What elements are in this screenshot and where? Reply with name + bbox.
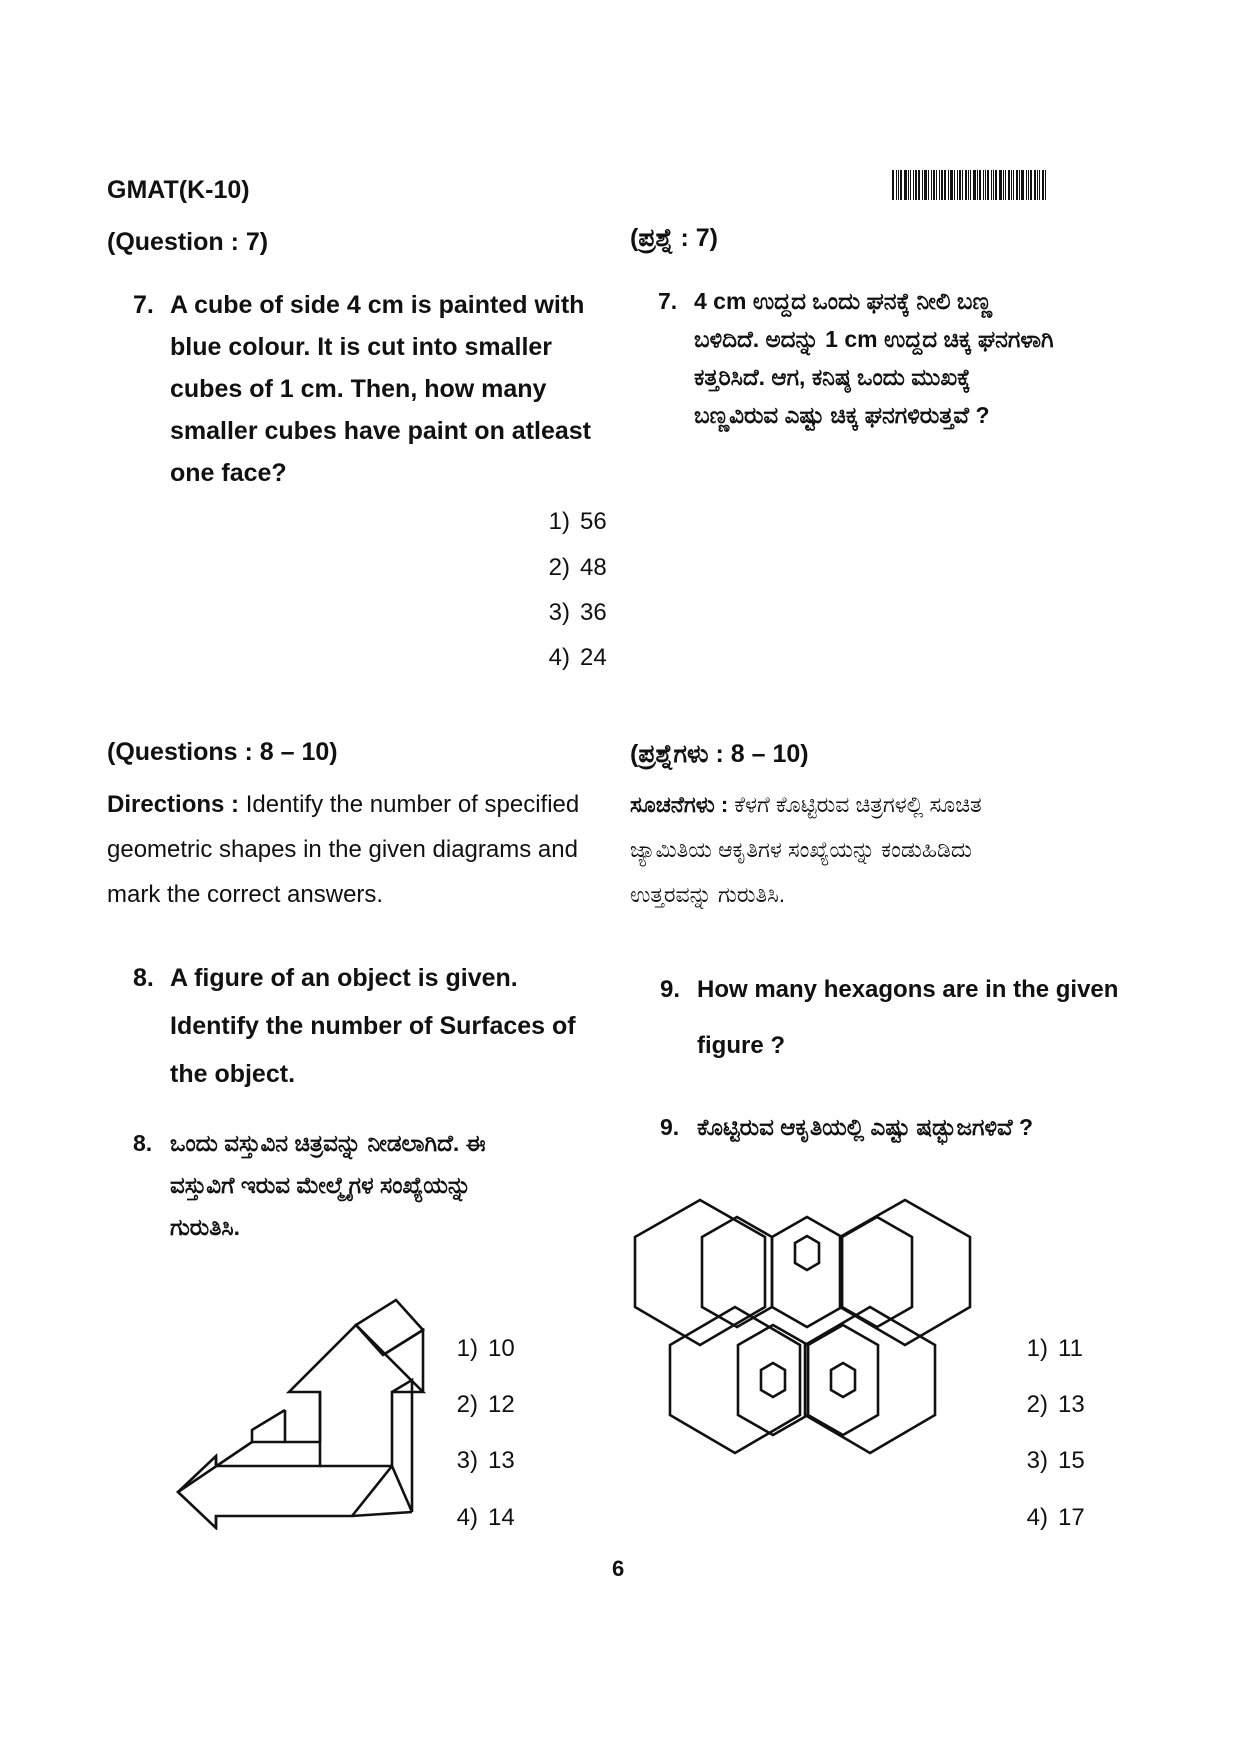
q7-option-3[interactable]: 3) 36 <box>548 599 607 626</box>
q7-kn-line: ಬಣ್ಣವಿರುವ ಎಷ್ಟು ಚಿಕ್ಕ ಘನಗಳಿರುತ್ತವೆ ? <box>694 402 990 428</box>
barcode-bar <box>993 170 994 200</box>
section-heading-en: (Questions : 8 – 10) <box>107 738 338 766</box>
barcode-bar <box>1030 170 1032 200</box>
barcode-bar <box>896 170 897 200</box>
barcode-bar <box>1045 170 1046 200</box>
q7-line: cubes of 1 cm. Then, how many <box>170 375 547 403</box>
directions-label-kn: ಸೂಚನೆಗಳು : <box>630 792 729 817</box>
barcode-bar <box>915 170 917 200</box>
q9-hexagon-figure <box>630 1195 990 1465</box>
barcode <box>892 170 1102 200</box>
q7-number-en: 7. <box>133 291 154 319</box>
q9-number-kn: 9. <box>660 1114 680 1140</box>
barcode-bar <box>904 170 907 200</box>
directions-label: Directions : <box>107 791 240 818</box>
barcode-bar <box>928 170 929 200</box>
barcode-bar <box>1016 170 1018 200</box>
barcode-bar <box>999 170 1002 200</box>
barcode-bar <box>1003 170 1004 200</box>
barcode-bar <box>1011 170 1012 200</box>
barcode-bar <box>995 170 997 200</box>
barcode-bar <box>913 170 914 200</box>
q7-question-kn <box>694 282 1134 434</box>
barcode-bar <box>924 170 927 200</box>
barcode-bar <box>957 170 958 200</box>
barcode-bar <box>965 170 967 200</box>
barcode-bar <box>979 170 981 200</box>
q9-option-4[interactable]: 4) 17 <box>1026 1504 1085 1531</box>
q7-line: blue colour. It is cut into smaller <box>170 333 553 361</box>
barcode-bar <box>948 170 949 200</box>
q7-kn-line: ಬಳಿದಿದೆ. ಅದನ್ನು 1 cm ಉದ್ದದ ಚಿಕ್ಕ ಘನಗಳಾಗಿ <box>694 326 1054 352</box>
q9-question-en: How many hexagons are in the given figure ? <box>697 976 1119 1059</box>
q9-option-1[interactable]: 1) 11 <box>1026 1335 1083 1362</box>
q8-number-en: 8. <box>133 964 154 992</box>
barcode-bar <box>922 170 923 200</box>
q7-heading-kn: (ಪ್ರಶ್ನೆ : 7) <box>630 224 718 252</box>
q8-question-kn: ಒಂದು ವಸ್ತುವಿನ ಚಿತ್ರವನ್ನು ನೀಡಲಾಗಿದೆ. ಈ ವಸ್ತುವಿಗೆ ಇರುವ ಮೇಲ್ಮೈಗಳ ಸಂಖ್ಯೆಯನ್ನು ಗುರುತಿಸಿ. <box>170 1130 486 1240</box>
exam-code: GMAT(K-10) <box>107 176 250 204</box>
barcode-bar <box>950 170 953 200</box>
barcode-bar <box>939 170 940 200</box>
barcode-bar <box>1005 170 1006 200</box>
barcode-bar <box>892 170 894 200</box>
barcode-bar <box>1028 170 1029 200</box>
directions-kn: ಸೂಚನೆಗಳು : ಕೆಳಗೆ ಕೊಟ್ಟಿರುವ ಚಿತ್ರಗಳಲ್ಲಿ ಸೂಚಿತ ಜ್ಯಾಮಿತಿಯ ಆಕೃತಿಗಳ ಸಂಖ್ಯೆಯನ್ನು ಕಂಡುಹಿಡಿದು ಉತ್ತರವನ್ನು ಗುರುತಿಸಿ. <box>630 792 982 907</box>
q7-number-kn: 7. <box>658 288 678 314</box>
barcode-bar <box>931 170 932 200</box>
barcode-bar <box>1039 170 1040 200</box>
barcode-bar <box>983 170 984 200</box>
barcode-bar <box>933 170 935 200</box>
q8-option-1[interactable]: 1) 10 <box>456 1335 515 1362</box>
q9-option-3[interactable]: 3) 15 <box>1026 1447 1085 1474</box>
q8-option-4[interactable]: 4) 14 <box>456 1504 515 1531</box>
q7-kn-line: 4 cm ಉದ್ದದ ಒಂದು ಘನಕ್ಕೆ ನೀಲಿ ಬಣ್ಣ <box>694 288 992 314</box>
q7-option-2[interactable]: 2) 48 <box>548 554 607 581</box>
page-number: 6 <box>612 1556 625 1581</box>
q8-object-figure <box>160 1280 460 1530</box>
q8-question-en: A figure of an object is given. Identify the number of Surfaces of the object. <box>170 964 576 1088</box>
barcode-bar <box>898 170 899 200</box>
q7-kn-line: ಕತ್ತರಿಸಿದೆ. ಆಗ, ಕನಿಷ್ಠ ಒಂದು ಮುಖಕ್ಕೆ <box>694 364 971 390</box>
barcode-bar <box>900 170 902 200</box>
q7-line: A cube of side 4 cm is painted with <box>170 291 585 319</box>
barcode-bar <box>959 170 961 200</box>
barcode-bar <box>962 170 963 200</box>
barcode-bar <box>968 170 969 200</box>
barcode-bar <box>985 170 986 200</box>
barcode-bar <box>987 170 989 200</box>
barcode-bar <box>1042 170 1044 200</box>
barcode-bar <box>910 170 911 200</box>
q8-number-kn: 8. <box>133 1130 153 1156</box>
barcode-bar <box>941 170 943 200</box>
barcode-bar <box>908 170 909 200</box>
barcode-bar <box>1019 170 1020 200</box>
barcode-bar <box>1021 170 1024 200</box>
q9-option-2[interactable]: 2) 13 <box>1026 1391 1085 1418</box>
barcode-bar <box>944 170 946 200</box>
barcode-bar <box>1013 170 1014 200</box>
q7-line: one face? <box>170 459 287 487</box>
barcode-bar <box>970 170 971 200</box>
barcode-bar <box>1026 170 1027 200</box>
barcode-bar <box>1037 170 1038 200</box>
q7-option-1[interactable]: 1) 56 <box>548 508 607 535</box>
q7-option-4[interactable]: 4) 24 <box>548 644 607 671</box>
directions-en: Directions : Identify the number of specified geometric shapes in the given diagrams and mark the correct answers. <box>107 791 580 908</box>
barcode-bar <box>1034 170 1036 200</box>
barcode-bar <box>973 170 976 200</box>
q7-line: smaller cubes have paint on atleast <box>170 417 591 445</box>
q9-number-en: 9. <box>660 976 681 1003</box>
barcode-bar <box>991 170 992 200</box>
barcode-bar <box>977 170 978 200</box>
barcode-bar <box>1008 170 1010 200</box>
barcode-bar <box>918 170 920 200</box>
barcode-bar <box>954 170 955 200</box>
q8-option-2[interactable]: 2) 12 <box>456 1391 515 1418</box>
q7-heading-en: (Question : 7) <box>107 228 269 256</box>
q8-option-3[interactable]: 3) 13 <box>456 1447 515 1474</box>
barcode-bar <box>936 170 937 200</box>
q7-question-en <box>170 284 610 494</box>
section-heading-kn: (ಪ್ರಶ್ನೆಗಳು : 8 – 10) <box>630 740 809 768</box>
q9-question-kn: ಕೊಟ್ಟಿರುವ ಆಕೃತಿಯಲ್ಲಿ ಎಷ್ಟು ಷಡ್ಭುಜಗಳಿವೆ ? <box>697 1114 1034 1140</box>
